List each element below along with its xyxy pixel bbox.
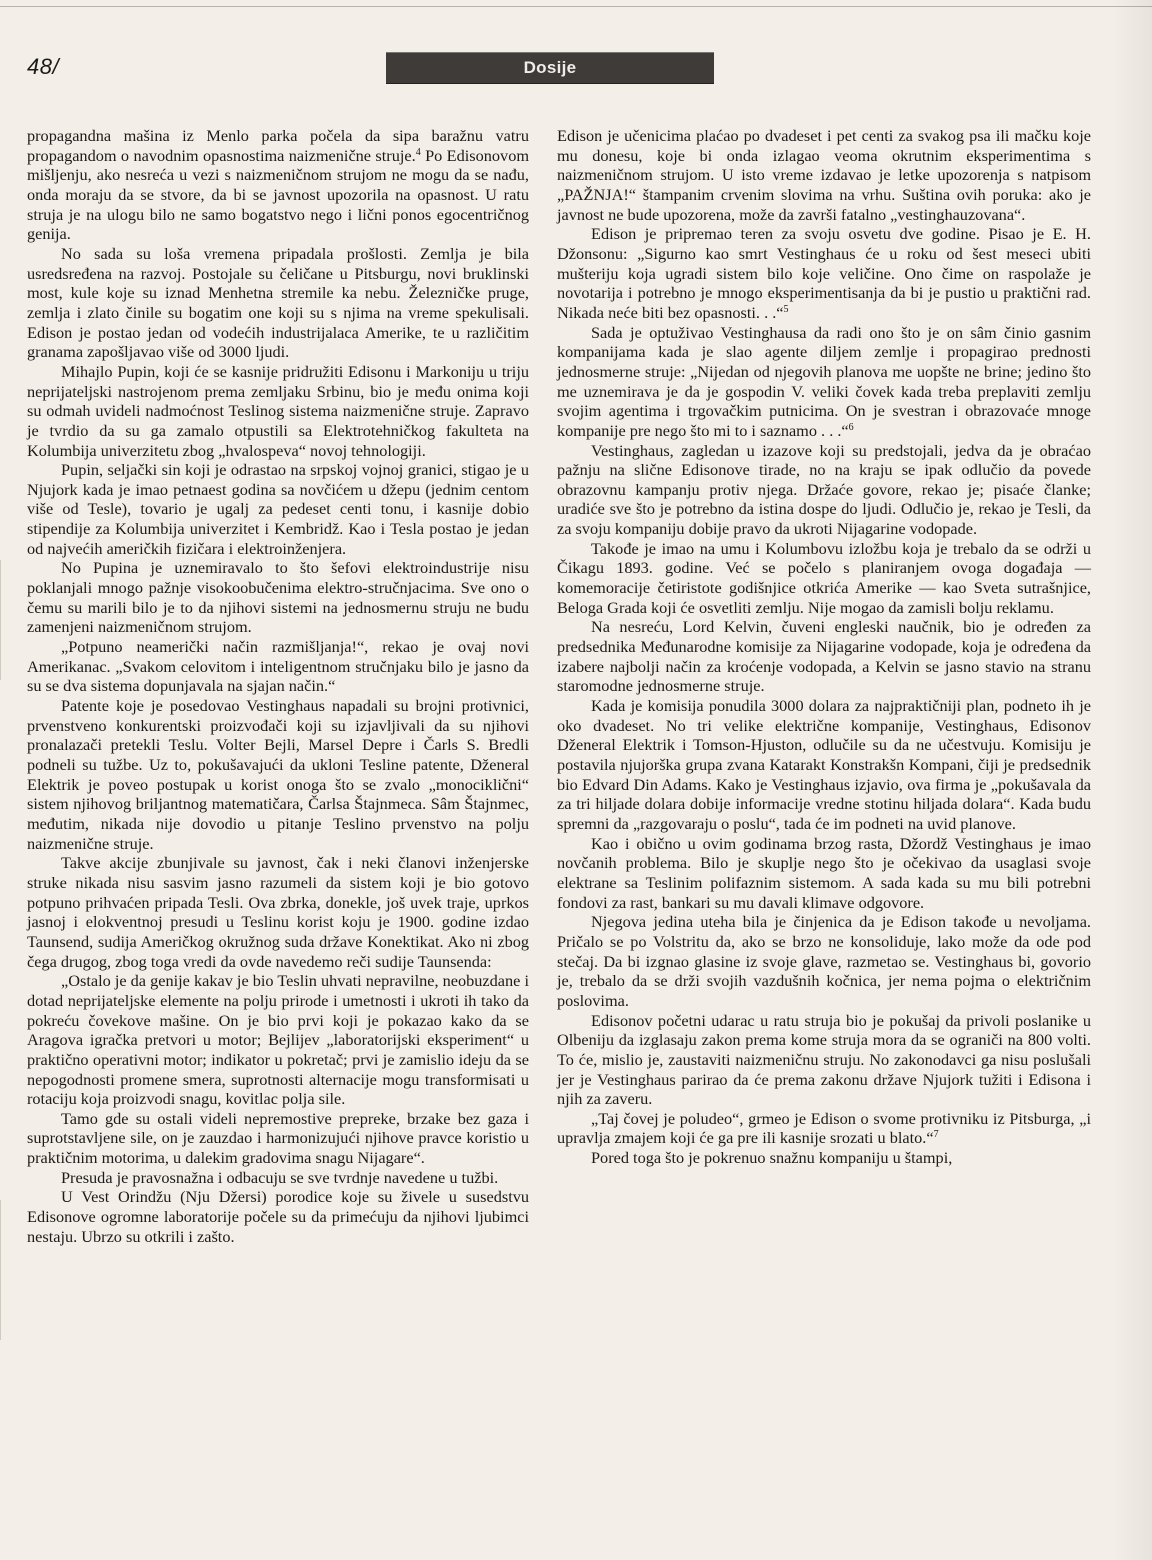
paragraph: Patente koje je posedovao Vestinghaus napadali su brojni protivnici, prvenstveno konkurentski proizvođači koji su izjavljivali da su njihovi pronalazači pretekli Teslu. Volter Bejli, Marsel Depre i Čarls S. Bredli podneli su tužbe. Uz to, pokušavajući da ukloni Tesline patente, Dženeral Elektrik je poveo postupak u korist onoga što se zvalo „monociklični“ sistem njihovog briljantnog matematičara, Čarlsa Štajnmeca. Sâm Štajnmec, međutim, nikada nije dovodio u pitanje Teslino prvenstvo na polju naizmenične struje. [27, 696, 529, 853]
footnote-ref: 5 [783, 303, 789, 315]
paragraph: Pupin, seljački sin koji je odrastao na srpskoj vojnoj granici, stigao je u Njujork kada je imao petnaest godina sa novčićem u džepu (jednim centom više od Tesle), tovario je ugalj za pedeset centi tonu, i kasnije dobio stipendije za Kolumbija univerzitet i Kembridž. Kao i Tesla postao je jedan od najvećih američkih fizičara i elektroinženjera. [27, 460, 529, 558]
paragraph: Njegova jedina uteha bila je činjenica da je Edison takođe u nevoljama. Pričalo se po Volstritu da, ako se brzo ne konsoliduje, lako može da ode pod stečaj. Da bi izgnao glasine iz svoje glave, razmetao se. Vestinghaus bi, govorio je, trebalo da se drži svojih vazdušnih kočnica, jer nema pojma o električnim poslovima. [557, 912, 1091, 1010]
paragraph: Sada je optuživao Vestinghausa da radi ono što je on sâm činio gasnim kompanijama kada je slao agente diljem zemlje i propagirao prednosti jednosmerne struje: „Nijedan od njegovih planova me uopšte ne brine; jedino što me uznemirava je da je gospodin V. veliki čovek kada treba preplaviti zemlju svojim agentima i trgovačkim putnicima. On je svestran i obrazovaće mnoge kompanije pre nego što mi to i saznamo . . .“$^6$ [557, 322, 1091, 440]
footnote-ref: 6 [848, 421, 854, 433]
top-border [0, 0, 1152, 7]
paragraph: U Vest Orindžu (Nju Džersi) porodice koje su živele u susedstvu Edisonove ogromne laboratorije počele su da primećuju da njihovi ljubimci nestaju. Ubrzo su otkrili i zašto. [27, 1187, 529, 1246]
paragraph: Edison je učenicima plaćao po dvadeset i pet centi za svakog psa ili mačku koje mu donesu, koje bi onda izlagao veoma okrutnim eksperimentima s naizmeničnom strujom. U isto vreme izdavao je letke upozorenja s natpisom „PAŽNJA!“ štampanim crvenim slovima na vrhu. Suština ovih poruka: ako je javnost ne bude upozorena, može da završi fatalno „vestinghauzovana“. [557, 126, 1091, 224]
paragraph: Presuda je pravosnažna i odbacuju se sve tvrdnje navedene u tužbi. [61, 1167, 499, 1187]
section-title: Dosije [523, 58, 577, 77]
paragraph: Mihajlo Pupin, koji će se kasnije pridružiti Edisonu i Markoniju u triju neprijateljski nastrojenom prema zemljaku Srbinu, bio je među onima koji su odmah uvideli nadmoćnost Teslinog sistema naizmenične struje. Zapravo je tvrdio da su ga zamalo otpustili sa Elektrotehničkog fakulteta na Kolumbija univerzitetu zbog „hvalospeva“ novoj tehnologiji. [27, 361, 529, 460]
paragraph: „Taj čovej je poludeo“, grmeo je Edison o svome protivniku iz Pitsburga, „i upravlja zmajem koji će ga pre ili kasnije srozati u blato.“$^7$ [557, 1108, 1091, 1148]
paragraph: Takođe je imao na umu i Kolumbovu izložbu koja je trebalo da se održi u Čikagu 1893. godine. Već se počelo s planiranjem ovoga događaja — komemoracije četiristote godišnjice otkrića Amerike — kao Sveta sutrašnjice, Beloga Grada koji će osvetliti zemlju. Nije mogao da zamisli bolju reklamu. [557, 538, 1091, 617]
paragraph: No sada su loša vremena pripadala prošlosti. Zemlja je bila usredsređena na razvoj. Postojale su čeličane u Pitsburgu, novi bruklinski most, kule koje su iznad Menhetna stremile ka nebu. Železničke pruge, zemlja i zlato činile su bogatim one koji su s njima na vreme spekulisali. Edison je postao jedan od vodećih industrijalaca Amerike, te u različitim granama zapošljavao više od 3000 ljudi. [27, 243, 529, 362]
paragraph: „Potpuno neamerički način razmišljanja!“, rekao je ovaj novi Amerikanac. „Svakom celovitom i inteligentnom stručnjaku bilo je jasno da su se dva sistema dopunjavala na sjajan način.“ [27, 637, 529, 696]
right-column [557, 126, 1091, 1168]
page-number: 48/ [27, 54, 60, 79]
scan-margin-mark [0, 560, 1, 680]
paragraph: propagandna mašina iz Menlo parka počela da sipa baražnu vatru propagandom o navodnim opasnostima naizmenične struje.$^4$ Po Edisonovom mišljenju, ako nesreća u vezi s naizmeničnom strujom ne mogu da se nađu, onda moraju da se stvore, da bi se javnost upozorila na opasnost. U ratu struja je na ulogu bilo ne samo bogatstvo nego i lični ponos egocentričnog genija. [27, 126, 529, 244]
paragraph: Takve akcije zbunjivale su javnost, čak i neki članovi inženjerske struke nikada nisu sasvim jasno razumeli da sistem koji je bio gotovo potpuno prihvaćen pripada Tesli. Ova zbrka, donekle, još uvek traje, uprkos jasnoj i elokventnoj presudi u Teslinu korist koju je 1900. godine izdao Taunsend, sudija Američkog okružnog suda države Konektikat. Ako ni zbog čega drugog, zbog toga vredi da ovde navedemo reči sudije Taunsenda: [27, 853, 529, 971]
paragraph: No Pupina je uznemiravalo to što šefovi elektroindustrije nisu poklanjali mnogo pažnje visokoobučenima elektro-stručnjacima. Sve ono o čemu su marili bilo je to da njihovi sistemi na jednosmernu struju ne budu zamenjeni naizmeničnom strujom. [27, 558, 529, 637]
quote-paragraph: „Ostalo je da genije kakav je bio Teslin uhvati nepravilne, neobuzdane i dotad neprijateljske elemente na polju prirode i umetnosti i ukroti ih tako da pokreću čovekove mašine. On je bio prvi koji je pokazao kako da se Aragova igračka pretvori u motor; Bejlijev „laboratorijski eksperiment“ u praktično operativni motor; indikator u pokretač; prvi je zamislio ideju da se nepogodnosti promene smera, suprotnosti alternacije mogu transformisati u rotaciju koja proizvodi snagu, kovitlac polja sile. [27, 971, 529, 1109]
paragraph: Vestinghaus, zagledan u izazove koji su predstojali, jedva da je obraćao pažnju na slične Edisonove tirade, no na kraju se ipak odlučio da povede obrazovnu kampanju protiv njega. Držaće govore, rekao je; pisaće članke; uradiće sve što je potrebno da istina dospe do ljudi. Odlučio je, rekao je Tesli, da za svoju kompaniju dobije pravo da ukroti Nijagarine vodopade. [557, 440, 1091, 539]
page-edge-shadow [1112, 0, 1152, 1560]
page-header [0, 50, 1152, 84]
paragraph: Pored toga što je pokrenuo snažnu kompaniju u štampi, [591, 1148, 953, 1168]
section-banner [386, 52, 714, 84]
paragraph: Kada je komisija ponudila 3000 dolara za najpraktičniji plan, podneto ih je oko dvadeset. No tri velike električne kompanije, Vestinghaus, Edisonov Dženeral Elektrik i Tomson-Hjuston, odlučile su da ne učestvuju. Komisiju je postavila njujorška grupa zvana Katarakt Konstrakšn Kompani, čiji je predsednik bio Edvard Din Adams. Kako je Vestinghaus izjavio, ova firma je „pokušavala da za tri hiljade dolara dobije informacije vredne stotinu hiljada dolara“. Kada budu spremni da „razgovaraju o poslu“, tada će im podneti na uvid planove. [557, 696, 1091, 833]
quote-paragraph: Tamo gde su ostali videli nepremostive prepreke, brzake bez gaza i suprotstavljene sile, on je zauzdao i harmonizujući njihove pravce koristio u praktičnim motorima, u dalekim gradovima snagu Nijagare“. [27, 1108, 529, 1168]
paragraph: Edisonov početni udarac u ratu struja bio je pokušaj da privoli poslanike u Olbeniju da izglasaju zakon prema kome struja mora da se ograniči na 800 volti. To će, mislio je, zaustaviti naizmeničnu struju. No zakonodavci ga nisu poslušali jer je Vestinghaus pariraо da će prema zakonu države Njujork tužiti i Edisona i njih za zaveru. [557, 1010, 1091, 1109]
paragraph: Na nesreću, Lord Kelvin, čuveni engleski naučnik, bio je određen za predsednika Međunarodne komisije za Nijagarine vodopade, koja je određena da izabere najbolji način za kroćenje vodopada, a Kelvin se jasno stavio na stranu staromodne jednosmerne struje. [557, 617, 1091, 696]
footnote-ref: 4 [415, 146, 421, 158]
paragraph: Edison je pripremao teren za svoju osvetu dve godine. Pisao je E. H. Džonsonu: „Sigurno kao smrt Vestinghaus će u roku od šest meseci ubiti mušteriju koja ugradi sistem bilo koje veličine. Ono čime on raspolaže je novotarija i potrebno je mnogo eksperimentisanja da bi je pustio u praktični rad. Nikada neće biti bez opasnosti. . .“$^5$ [557, 224, 1091, 322]
paragraph: Kao i obično u ovim godinama brzog rasta, Džordž Vestinghaus je imao novčanih problema. Bilo je skuplje nego što je očekivao da usaglasi svoje elektrane sa Teslinim polifaznim sistemom. A sada kada su mu bili potrebni fondovi za rast, bankari su mu davali klimave odgovore. [557, 833, 1091, 912]
scan-margin-mark [0, 1200, 1, 1340]
left-column [27, 126, 529, 1246]
footnote-ref: 7 [933, 1129, 939, 1141]
